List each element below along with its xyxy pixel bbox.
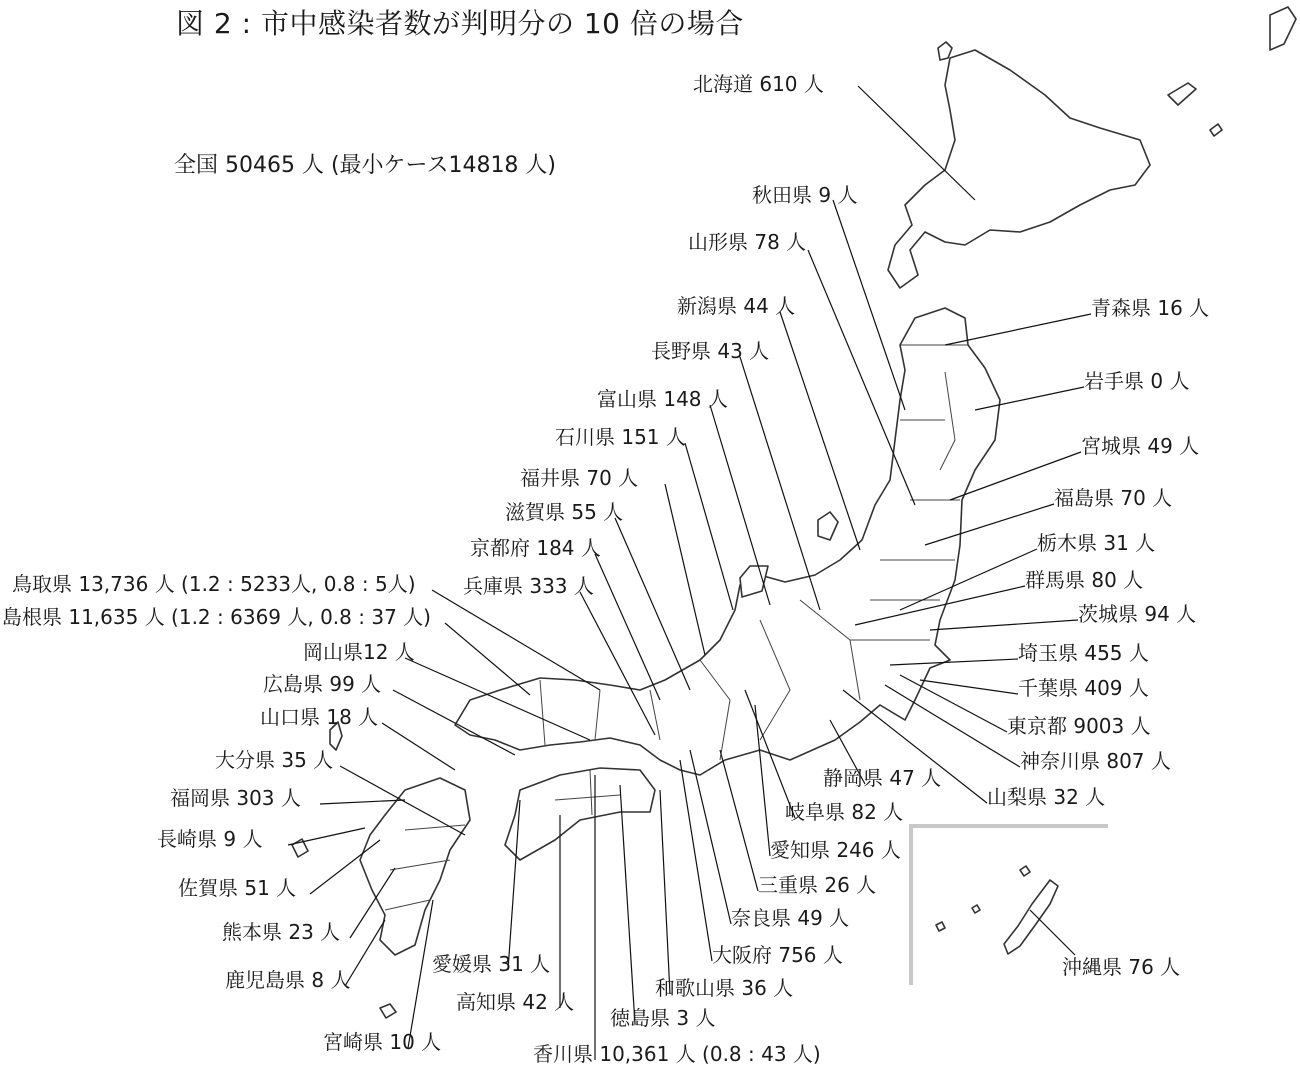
leader-fukuoka bbox=[320, 800, 405, 804]
label-hokkaido: 北海道 610 人 bbox=[693, 72, 824, 96]
okinawa-shape bbox=[1004, 880, 1058, 954]
label-tokushima: 徳島県 3 人 bbox=[610, 1006, 716, 1030]
northern-islands bbox=[1168, 83, 1196, 105]
label-kyoto: 京都府 184 人 bbox=[470, 536, 601, 560]
label-oita: 大分県 35 人 bbox=[215, 748, 334, 772]
label-ehime: 愛媛県 31 人 bbox=[432, 952, 551, 976]
label-kagawa: 香川県 10,361 人 (0.8 : 43 人) bbox=[533, 1042, 821, 1066]
shikoku-shape bbox=[505, 768, 655, 860]
leader-tottori bbox=[432, 590, 600, 690]
shiretoko-islet bbox=[1210, 124, 1222, 136]
leader-tokushima bbox=[620, 785, 635, 1024]
label-mie: 三重県 26 人 bbox=[758, 873, 877, 897]
label-shiga: 滋賀県 55 人 bbox=[505, 500, 624, 524]
label-fukui: 福井県 70 人 bbox=[520, 466, 639, 490]
label-yamagata: 山形県 78 人 bbox=[688, 230, 807, 254]
label-hyogo: 兵庫県 333 人 bbox=[463, 574, 594, 598]
leader-fukui bbox=[665, 484, 705, 655]
label-tokyo: 東京都 9003 人 bbox=[1007, 714, 1151, 738]
leader-yamaguchi bbox=[382, 723, 455, 770]
leader-niigata bbox=[780, 312, 860, 550]
label-nagasaki: 長崎県 9 人 bbox=[157, 827, 263, 851]
leader-toyama bbox=[710, 405, 770, 605]
label-iwate: 岩手県 0 人 bbox=[1084, 369, 1190, 393]
label-fukuoka: 福岡県 303 人 bbox=[170, 786, 301, 810]
sado-island bbox=[818, 512, 838, 540]
okinawa-islet-2 bbox=[972, 905, 980, 913]
label-ibaraki: 茨城県 94 人 bbox=[1078, 602, 1197, 626]
label-tochigi: 栃木県 31 人 bbox=[1037, 531, 1156, 555]
map-title: 図 2 : 市中感染者数が判明分の 10 倍の場合 bbox=[176, 7, 744, 40]
leader-kyoto bbox=[595, 554, 660, 700]
yakushima-island bbox=[380, 1004, 396, 1018]
okinawa-islet-3 bbox=[936, 922, 945, 931]
leader-yamagata bbox=[808, 250, 915, 505]
label-kochi: 高知県 42 人 bbox=[456, 990, 575, 1014]
label-yamanashi: 山梨県 32 人 bbox=[987, 785, 1106, 809]
label-nara: 奈良県 49 人 bbox=[731, 906, 850, 930]
leader-shimane bbox=[445, 623, 530, 695]
label-kagoshima: 鹿児島県 8 人 bbox=[225, 968, 351, 992]
label-toyama: 富山県 148 人 bbox=[597, 387, 728, 411]
okinawa-islet-1 bbox=[1020, 866, 1030, 876]
leader-mie bbox=[720, 750, 758, 891]
label-shizuoka: 静岡県 47 人 bbox=[823, 766, 942, 790]
label-hiroshima: 広島県 99 人 bbox=[263, 672, 382, 696]
label-tottori: 鳥取県 13,736 人 (1.2 : 5233人, 0.8 : 5人) bbox=[12, 572, 416, 596]
leader-chiba bbox=[920, 680, 1018, 694]
label-okinawa: 沖縄県 76 人 bbox=[1062, 955, 1181, 979]
label-okayama: 岡山県12 人 bbox=[303, 640, 415, 664]
national-total: 全国 50465 人 (最小ケース14818 人) bbox=[174, 153, 557, 178]
label-wakayama: 和歌山県 36 人 bbox=[655, 976, 794, 1000]
label-shimane: 島根県 11,635 人 (1.2 : 6369 人, 0.8 : 37 人) bbox=[2, 605, 431, 629]
label-fukushima: 福島県 70 人 bbox=[1054, 486, 1173, 510]
sakhalin-tip bbox=[1270, 7, 1296, 50]
label-aomori: 青森県 16 人 bbox=[1091, 296, 1210, 320]
kyushu-shape bbox=[360, 778, 470, 955]
label-nagano: 長野県 43 人 bbox=[651, 339, 770, 363]
label-niigata: 新潟県 44 人 bbox=[677, 294, 796, 318]
label-ishikawa: 石川県 151 人 bbox=[555, 425, 686, 449]
leader-okinawa bbox=[1030, 910, 1075, 955]
leader-nara bbox=[690, 750, 731, 924]
leader-ibaraki bbox=[930, 620, 1078, 630]
hokkaido-shape bbox=[888, 50, 1150, 288]
label-akita: 秋田県 9 人 bbox=[752, 183, 858, 207]
label-aichi: 愛知県 246 人 bbox=[770, 838, 901, 862]
label-yamaguchi: 山口県 18 人 bbox=[260, 705, 379, 729]
label-saga: 佐賀県 51 人 bbox=[178, 876, 297, 900]
label-chiba: 千葉県 409 人 bbox=[1018, 676, 1149, 700]
label-saitama: 埼玉県 455 人 bbox=[1018, 641, 1149, 665]
leader-kagoshima bbox=[345, 920, 385, 986]
leader-osaka bbox=[680, 760, 712, 961]
label-kumamoto: 熊本県 23 人 bbox=[222, 920, 341, 944]
label-kanagawa: 神奈川県 807 人 bbox=[1020, 749, 1171, 773]
label-osaka: 大阪府 756 人 bbox=[712, 943, 843, 967]
leader-nagasaki bbox=[288, 828, 365, 845]
leader-kanagawa bbox=[885, 685, 1020, 767]
label-gifu: 岐阜県 82 人 bbox=[785, 800, 904, 824]
leader-ishikawa bbox=[685, 443, 733, 610]
label-miyagi: 宮城県 49 人 bbox=[1081, 434, 1200, 458]
leader-akita bbox=[833, 200, 905, 410]
label-miyazaki: 宮崎県 10 人 bbox=[323, 1030, 442, 1054]
label-gunma: 群馬県 80 人 bbox=[1025, 568, 1144, 592]
leader-wakayama bbox=[660, 790, 670, 994]
